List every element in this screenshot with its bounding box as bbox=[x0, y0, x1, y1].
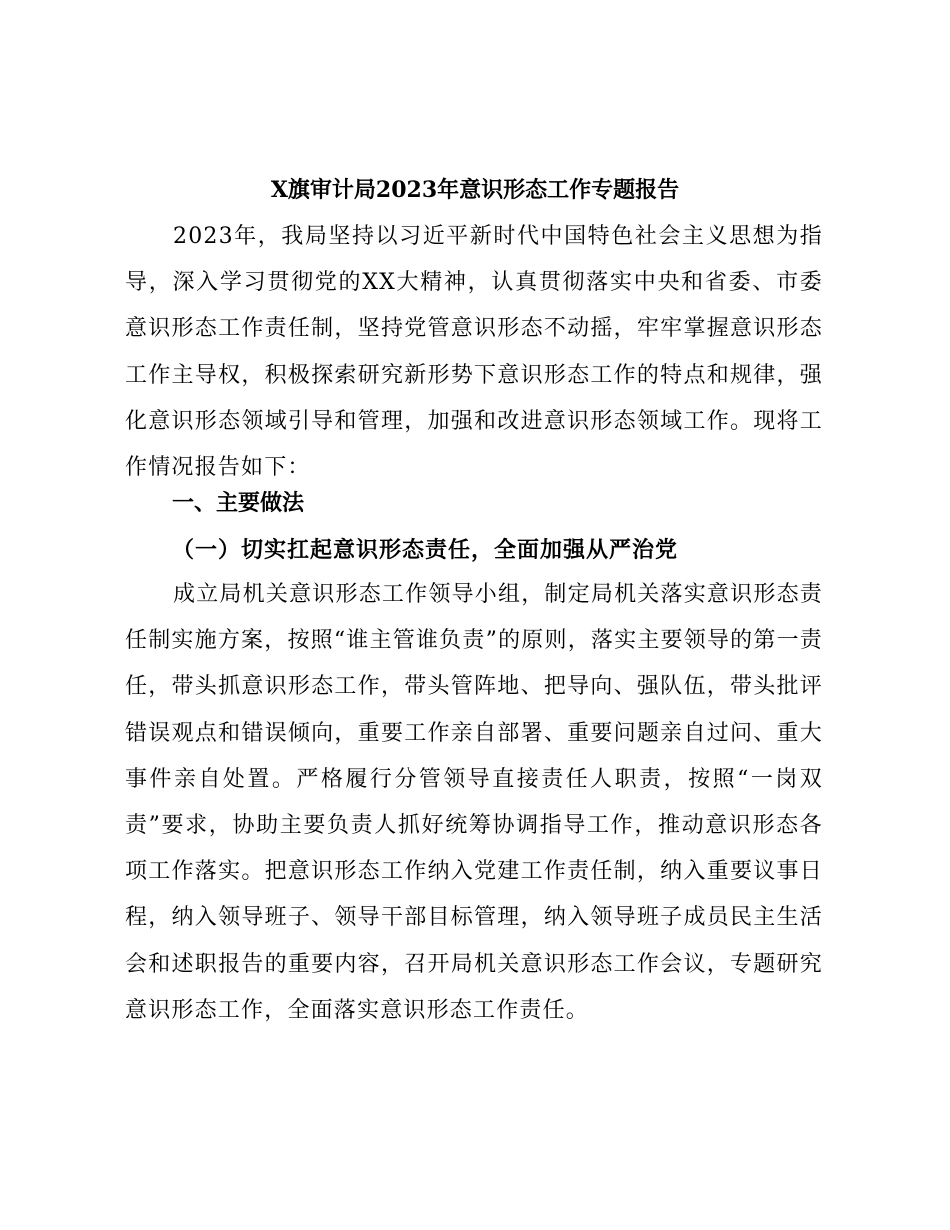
document-title: X旗审计局2023年意识形态工作专题报告 bbox=[270, 177, 680, 203]
intro-paragraph: 2023年，我局坚持以习近平新时代中国特色社会主义思想为指导，深入学习贯彻党的XX大精神，认真贯彻落实中央和省委、市委意识形态工作责任制，坚持党管意识形态不动摇，牢牢掌握意识形态工作主导权，积极探索研究新形势下意识形态工作的特点和规律，强化意识形态领域引导和管理，加强和改进意识形态领域工作。现将工作情况报告如下： bbox=[125, 224, 823, 481]
body-paragraph: 成立局机关意识形态工作领导小组，制定局机关落实意识形态责任制实施方案，按照“谁主管谁负责”的原则，落实主要领导的第一责任，带头抓意识形态工作，带头管阵地、把导向、强队伍，带头批评错误观点和错误倾向，重要工作亲自部署、重要问题亲自过问、重大事件亲自处置。严格履行分管领导直接责任人职责，按照“一岗双责”要求，协助主要负责人抓好统筹协调指导工作，推动意识形态各项工作落实。把意识形态工作纳入党建工作责任制，纳入重要议事日程，纳入领导班子、领导干部目标管理，纳入领导班子成员民主生活会和述职报告的重要内容，召开局机关意识形态工作会议，专题研究意识形态工作，全面落实意识形态工作责任。 bbox=[125, 582, 823, 1023]
section-heading: 一、主要做法 bbox=[172, 491, 305, 516]
subsection-heading: （一）切实扛起意识形态责任，全面加强从严治党 bbox=[172, 537, 679, 563]
